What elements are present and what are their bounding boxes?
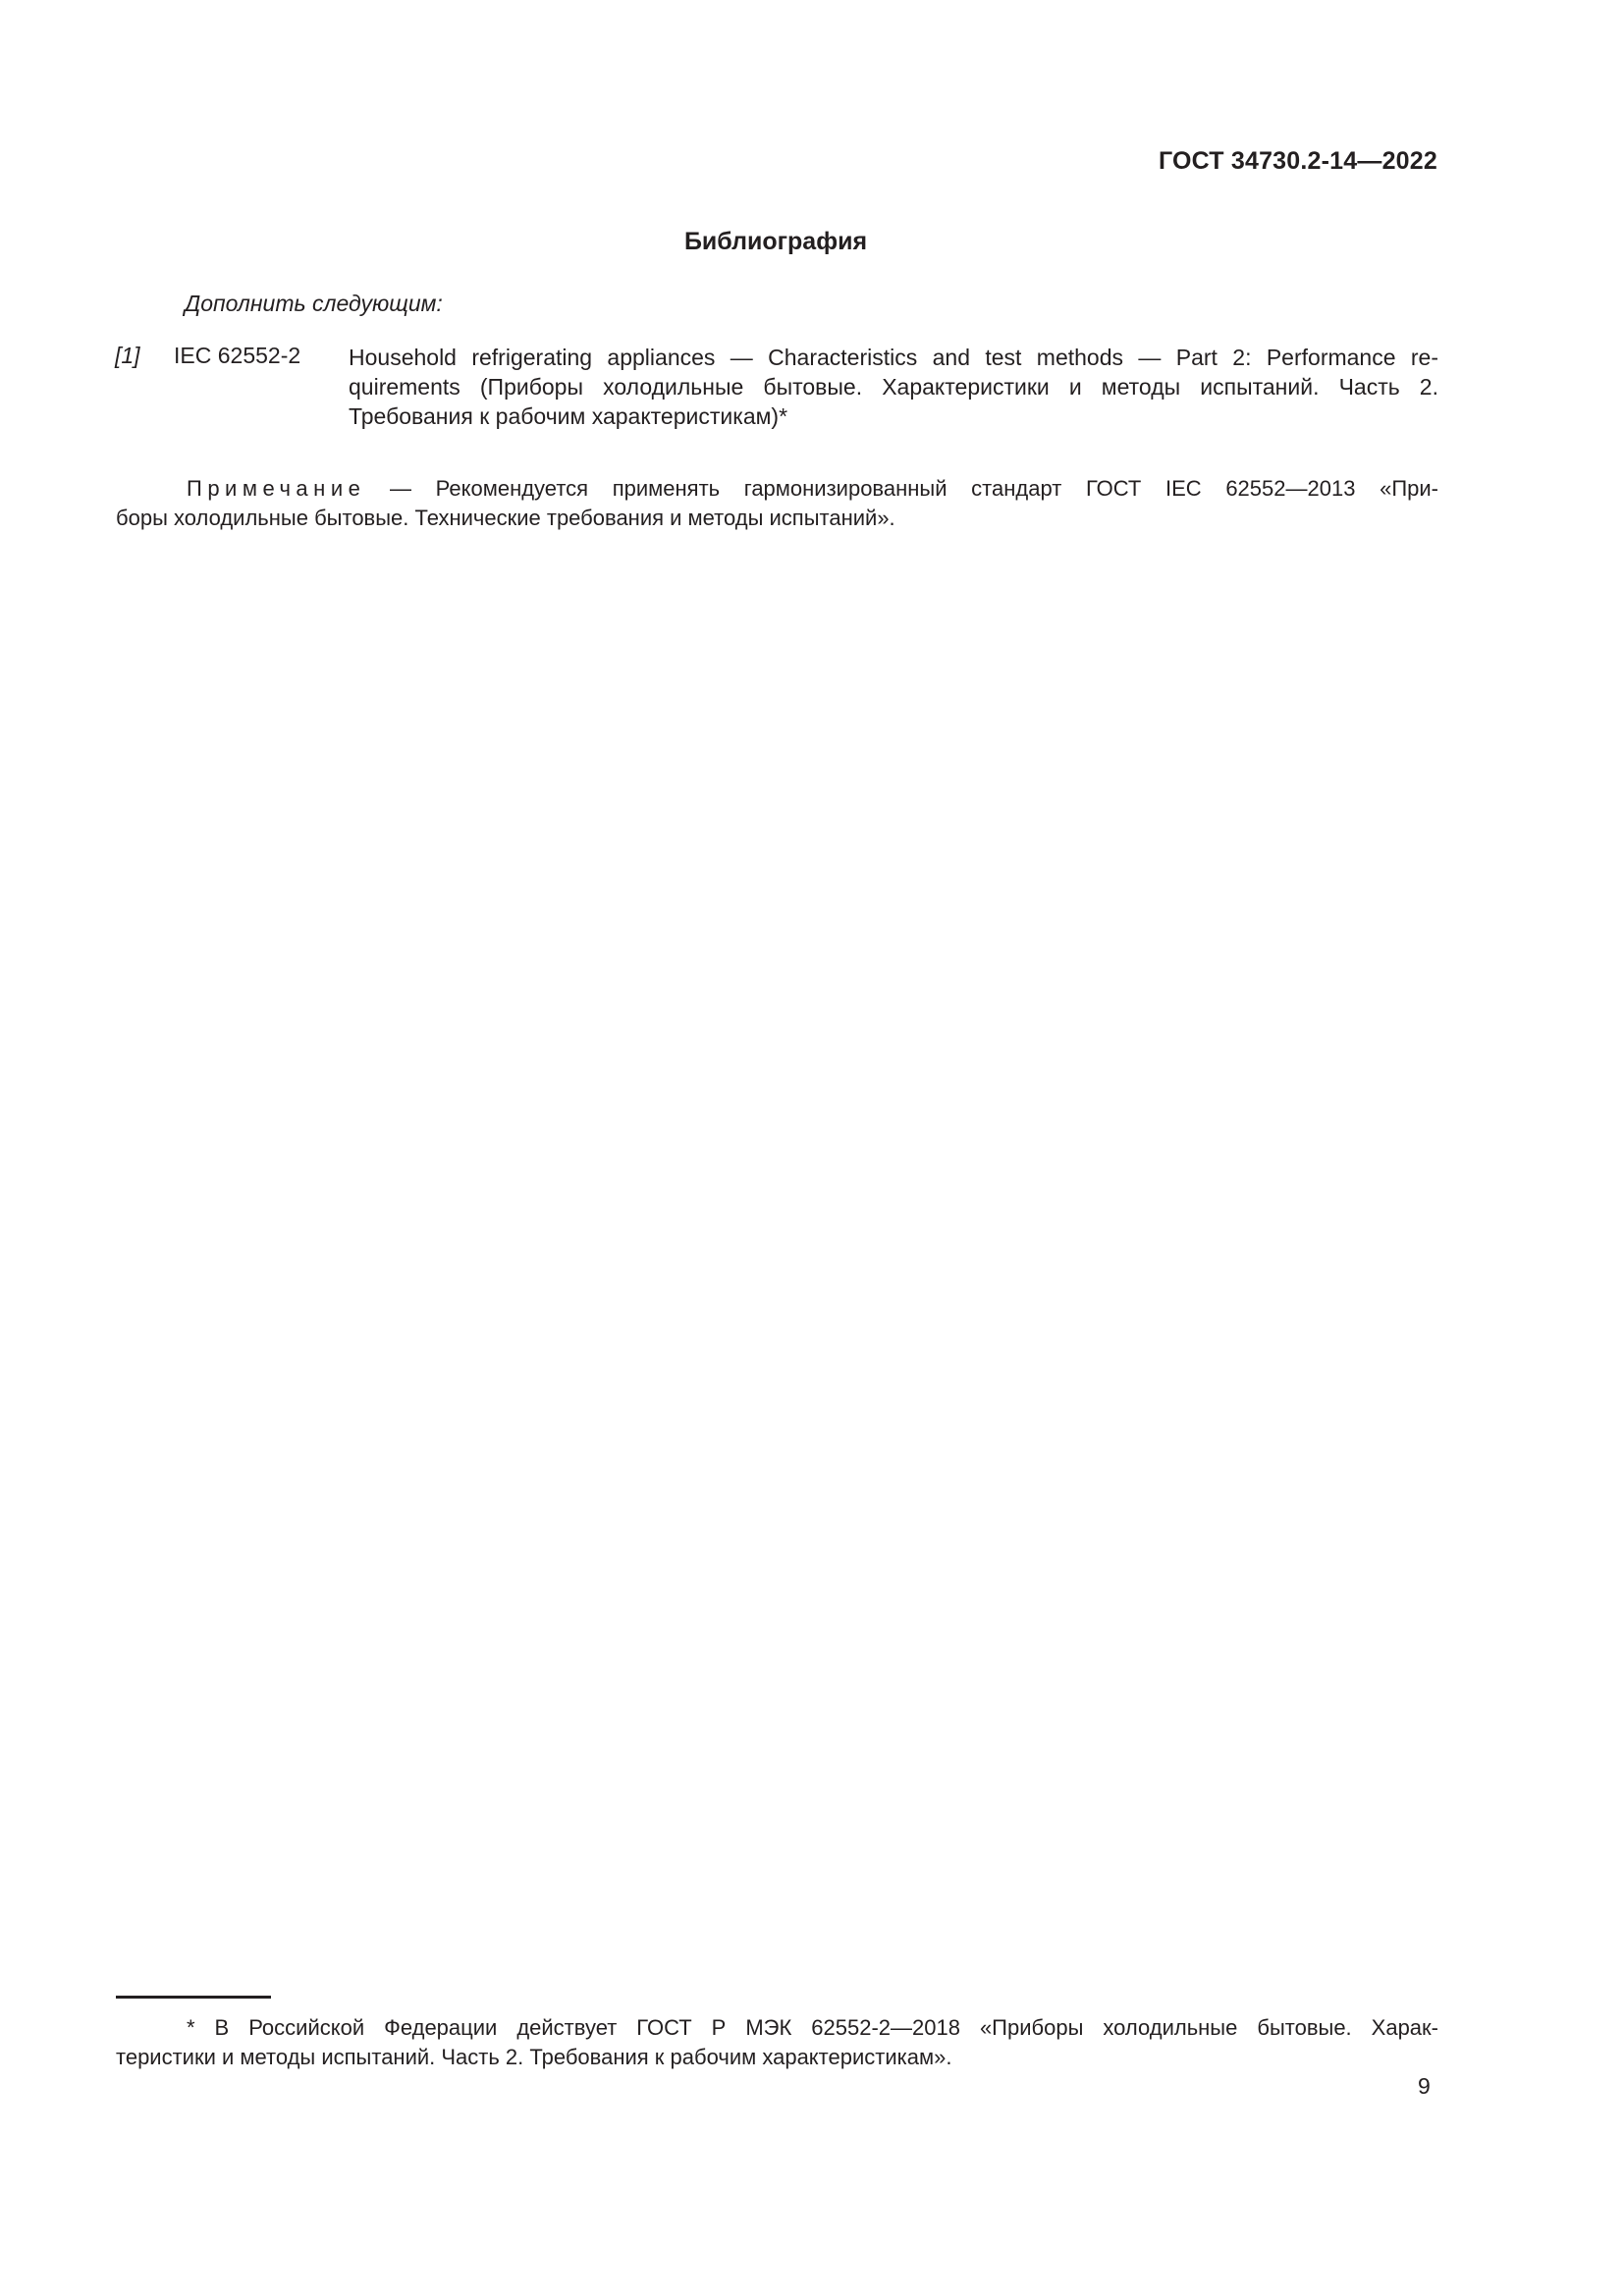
note-paragraph [116,474,1438,533]
page-number: 9 [1418,2073,1431,2099]
reference-number: [1] [115,343,140,368]
footnote-line: * В Российской Федерации действует ГОСТ Р МЭК 62552-2—2018 «Приборы холодильные бытовые. Харак- [187,2015,1438,2040]
section-intro: Дополнить следующим: [185,291,443,316]
note-label: Примечание [187,476,366,501]
document-standard-id: ГОСТ 34730.2-14—2022 [1158,147,1437,175]
footnote-divider [116,1996,271,1999]
footnote [116,2013,1438,2072]
reference-line: Household refrigerating appliances — Characteristics and test methods — Part 2: Performance re- [349,345,1438,370]
note-line: боры холодильные бытовые. Технические требования и методы испытаний». [116,506,895,530]
note-text: — Рекомендуется применять гармонизированный стандарт ГОСТ IEC 62552—2013 «При- [365,476,1438,501]
reference-code: IEC 62552-2 [174,343,301,368]
note-line [116,474,1438,504]
reference-line: quirements (Приборы холодильные бытовые. Характеристики и методы испытаний. Часть 2. [349,374,1438,400]
footnote-line: теристики и методы испытаний. Часть 2. Требования к рабочим характеристикам». [116,2045,952,2069]
reference-line: Требования к рабочим характеристикам)* [349,403,788,429]
reference-description [349,343,1438,431]
section-title: Библиография [683,228,868,255]
